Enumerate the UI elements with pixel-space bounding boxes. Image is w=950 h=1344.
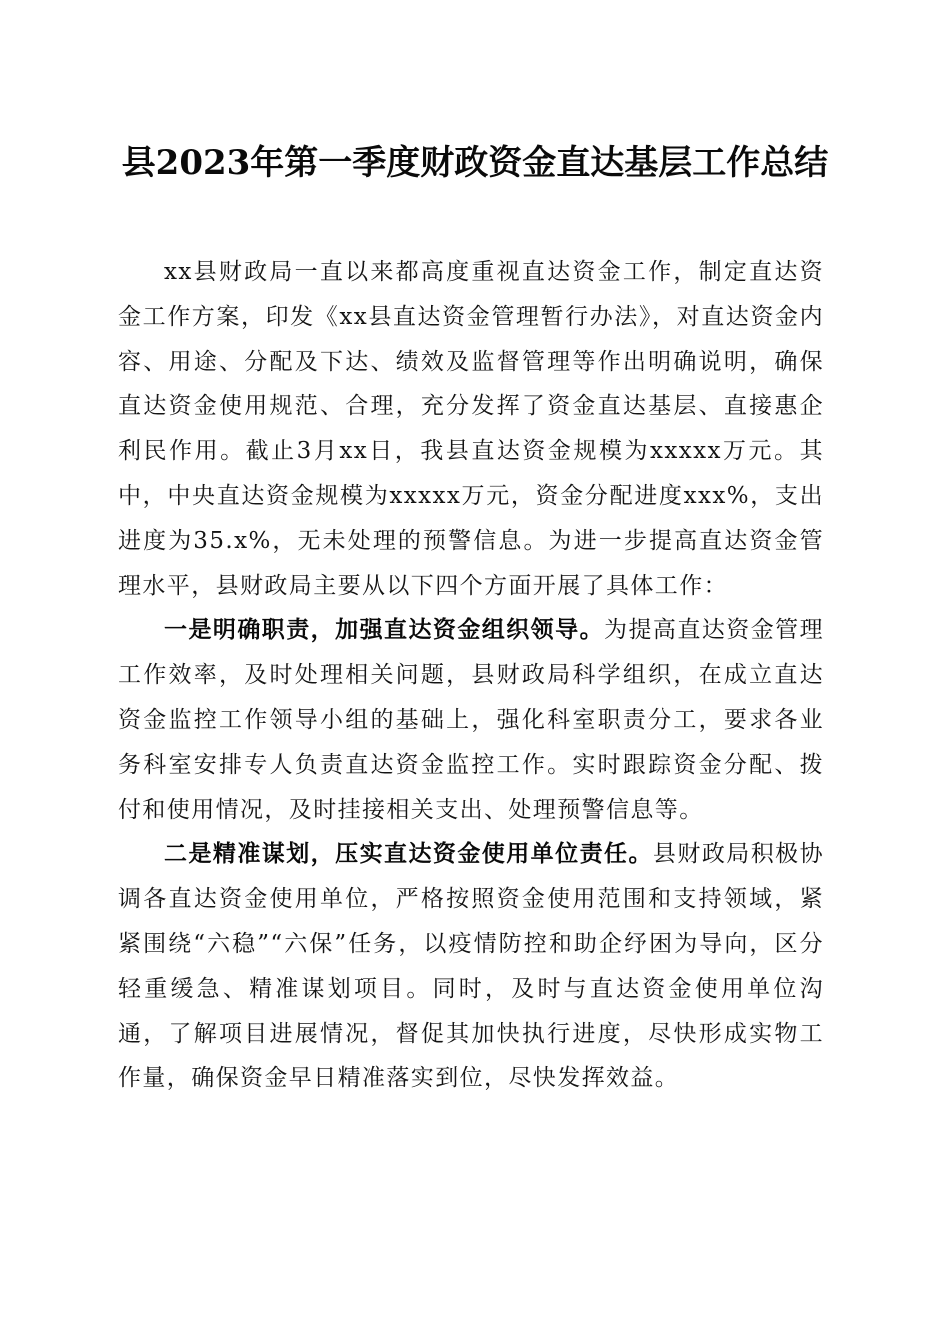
paragraph-point-two	[118, 832, 824, 1101]
paragraph-text: xx县财政局一直以来都高度重视直达资金工作，制定直达资金工作方案，印发《xx县直达资金管理暂行办法》，对直达资金内容、用途、分配及下达、绩效及监督管理等作出明确说明，确保直达资金使用规范、合理，充分发挥了资金直达基层、直接惠企利民作用。截止3月xx日，我县直达资金规模为xxxxx万元。其中，中央直达资金规模为xxxxx万元，资金分配进度xxx%，支出进度为35.x%，无未处理的预警信息。为进一步提高直达资金管理水平，县财政局主要从以下四个方面开展了具体工作：	[118, 259, 824, 599]
paragraph-intro	[118, 250, 824, 608]
document-title: 县2023年第一季度财政资金直达基层工作总结	[121, 143, 829, 183]
paragraph-lead: 一是明确职责，加强直达资金组织领导。	[164, 616, 605, 644]
paragraph-lead: 二是精准谋划，压实直达资金使用单位责任。	[164, 840, 653, 868]
paragraph-text: 县财政局积极协调各直达资金使用单位，严格按照资金使用范围和支持领域，紧紧围绕“六稳”“六保”任务，以疫情防控和助企纾困为导向，区分轻重缓急、精准谋划项目。同时，及时与直达资金使用单位沟通，了解项目进展情况，督促其加快执行进度，尽快形成实物工作量，确保资金早日精准落实到位，尽快发挥效益。	[118, 841, 824, 1092]
paragraph-point-one	[118, 608, 824, 832]
document-body	[118, 250, 824, 1101]
paragraph-text: 为提高直达资金管理工作效率，及时处理相关问题，县财政局科学组织，在成立直达资金监控工作领导小组的基础上，强化科室职责分工，要求各业务科室安排专人负责直达资金监控工作。实时跟踪资金分配、拨付和使用情况，及时挂接相关支出、处理预警信息等。	[118, 617, 824, 823]
